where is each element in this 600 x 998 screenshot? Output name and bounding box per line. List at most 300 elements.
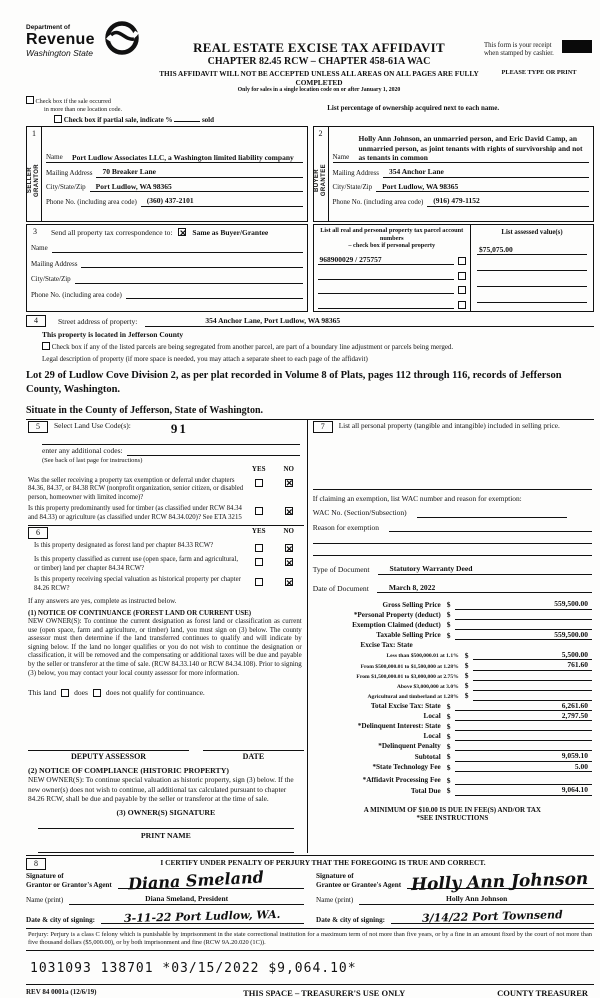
minimum-note [313,806,592,824]
section7-number: 7 [313,421,333,433]
date-of-document-label: Date of Document [312,583,369,593]
grantee-sig-label-1: Signature of [316,871,354,880]
reason-label: Reason for exemption [312,522,379,532]
please-type-or-print: PLEASE TYPE OR PRINT [501,68,577,76]
minimum-line-1: A MINIMUM OF $10.00 IS DUE IN FEE(S) AND/OR TAX [363,805,541,814]
qualify-does-not: does not qualify for continuance. [105,688,205,698]
notice2-body: NEW OWNER(S): To continue special valuation as historic property, sign (3) below. If the new owner(s) does not wish to continue, all additional tax calculated pursuant to chapter 84.26 RCW, shall be due and payable by the seller or transferor at the time of sale. [28,775,294,803]
buyer-box [313,126,595,222]
additional-codes-label: enter any additional codes: [42,446,123,456]
parcel-header [318,227,467,249]
money-row-personal [313,610,592,620]
parcels-box [313,224,595,311]
money-value[interactable] [473,682,592,691]
buyer-phone-row [333,196,590,206]
money-value[interactable]: 559,500.00 [455,599,592,609]
if-yes-note: If any answers are yes, complete as instructed below. [28,597,177,606]
header-right [484,24,594,94]
money-value[interactable] [455,621,592,630]
reason-row [313,523,592,532]
buyer-name-row [333,129,590,163]
grantor-signature: Diana Smeland [127,867,264,894]
mid-columns [26,419,594,853]
type-of-document-value[interactable]: Statutory Warranty Deed [378,564,592,574]
same-as-buyer-checkbox[interactable] [178,228,186,236]
footer [26,984,594,998]
partial-sale-label: Check box if partial sale, indicate % [63,115,173,124]
dollar-sign: $ [446,600,451,610]
reason-field-line-3[interactable] [313,546,592,556]
logo-revenue-text: Revenue [26,31,95,49]
parcel-value-3[interactable] [318,285,455,294]
seller-csz-value[interactable]: Port Ludlow, WA 98365 [90,182,303,192]
buyer-name-label: Name [332,152,350,161]
parcel-checkbox-1[interactable] [458,257,466,265]
yes-no-header-5 [28,465,304,474]
money-label: Excise Tax: State [360,640,413,649]
section5-header [28,421,304,437]
seller-side [27,127,42,221]
dollar-sign: $ [446,762,451,772]
cashier-stamp-box [562,40,592,53]
money-label: Less than $500,000.01 at 1.1% [386,653,459,660]
reason-field-line-2[interactable] [313,534,592,544]
sec5-q1-text: Was the seller receiving a property tax exemption or deferral under chapters 84.36, 84.37, or 84.38 RCW (nonprofit organization, senior citizen, or disabled person, homeowner with limited income)? [28,476,244,501]
yes-header: YES [251,464,266,473]
buyer-number: 2 [318,129,323,139]
question-row [28,542,304,553]
money-value[interactable] [473,692,592,701]
grantee-signature: Holly Ann Johnson [410,868,589,896]
corr-csz-label: City/State/Zip [31,275,71,284]
partial-sale-checkbox[interactable] [54,115,62,123]
money-row-subtotal [313,751,592,761]
top-checkboxes [26,96,594,124]
sec5-q1-boxes [244,477,304,502]
sec6-q2-text: Is this property classified as current use (open space, farm and agricultural, or timber) land per chapter 84.34 RCW? [34,556,239,572]
buyer-mailing-value[interactable]: 354 Anchor Lane [383,167,589,177]
same-as-buyer-label: Same as Buyer/Grantee [192,227,269,237]
legal-description-label: Legal description of property (if more space is needed, you may attach a separate sheet to each page of the affidavit) [42,354,368,363]
additional-codes-field[interactable] [127,455,300,456]
deputy-assessor-line[interactable]: DEPUTY ASSESSOR [28,750,189,762]
section6-header [28,525,304,539]
money-row-total-state [313,701,592,711]
name-print-label: Name (print) [316,895,354,904]
money-row-excise-header [313,640,592,650]
sec6-q2-yes-checkbox[interactable] [255,558,263,566]
land-use-label: Select Land Use Code(s): [54,421,131,431]
money-label: *Delinquent Penalty [378,742,441,751]
grantee-sig-label [316,872,401,889]
money-row-taxable [313,630,592,640]
dor-logo [26,24,154,94]
assessed-value-2[interactable] [477,262,587,271]
multi-location-label-1: Check box if the sale occurred [35,98,111,106]
does-not-checkbox[interactable] [93,689,101,697]
perjury-notice: Perjury: Perjury is a class C felony which is punishable by imprisonment in the state correctional institution for a maximum term of not more than five years, or by a fine in an amount fixed by the court of not more than five thousand dollars ($5,000.00), or by both imprisonment and fine (RCW 9A.20.020 (1C)). [26,928,594,951]
corr-phone-row [31,290,303,299]
parcel-row [318,255,467,265]
dollar-sign: $ [464,650,469,660]
money-row-total-due [313,785,592,795]
grantor-date-city-row [26,907,304,925]
header [26,24,594,94]
reason-field[interactable] [389,531,592,532]
qualify-pre: This land [28,688,57,698]
type-of-document-label: Type of Document [312,565,370,575]
excise-tax-table [313,599,592,795]
seller-csz-row [46,182,303,192]
money-label: Total Excise Tax: State [370,702,441,711]
qualify-row [28,688,304,697]
form-revision: REV 84 0001a (12/6/19) [26,987,97,996]
seller-mailing-row [46,167,303,177]
sec6-q3-boxes [244,576,304,593]
sec6-q3-text: Is this property receiving special valuation as historical property per chapter 84.26 RCW? [34,576,241,592]
buyer-label-1: BUYER [313,168,320,192]
money-row-local [313,711,592,721]
money-label: Exemption Claimed (deduct) [352,620,441,629]
dollar-sign: $ [464,691,469,701]
seller-column [26,126,308,311]
dollar-sign: $ [464,661,469,671]
left-column [26,420,308,853]
money-label: Subtotal [414,752,441,761]
buyer-mailing-label: Mailing Address [332,169,379,178]
section3-header [31,227,303,237]
money-row-delinq-penalty [313,741,592,751]
dollar-sign: $ [446,752,451,762]
parcel-checkbox-4[interactable] [458,301,466,309]
form-only-note: Only for sales in a single location code on or after January 1, 2020 [237,86,401,93]
seller-phone-row [46,196,303,206]
logo-dept-text: Department of [26,24,71,31]
grantor-signature-row [26,867,304,894]
sec6-q2-boxes [244,556,304,573]
money-row-delinq-local [313,731,592,741]
money-label: Total Due [410,786,441,795]
dollar-sign: $ [446,742,451,752]
certify-row [26,858,594,870]
money-label: Gross Selling Price [382,600,441,609]
segregated-label: Check box if any of the listed parcels are being segregated from another parcel, are part of a boundary line adjustment or parcels being merged. [51,342,454,351]
corr-mailing-row [31,259,303,268]
seller-name-row [46,129,303,163]
money-value[interactable] [455,742,592,751]
seller-phone-label: Phone No. (including area code) [46,197,137,206]
money-label: Agricultural and timberland at 1.28% [367,693,459,700]
money-value[interactable]: 6,261.60 [455,701,592,711]
question-row [28,576,304,593]
notice2-title: (2) NOTICE OF COMPLIANCE (HISTORIC PROPERTY) [28,765,229,775]
land-use-underline [42,437,300,445]
section8-number: 8 [26,858,46,870]
money-value[interactable] [455,732,592,741]
date-of-document-row [313,583,592,593]
grantor-signature-col [26,867,304,925]
sec5-q2-text: Is this property predominantly used for timber (as classified under RCW 84.34 and 84.33) or agriculture (as classified under RCW 84.34.020)? See ETA 3215 [28,505,242,521]
money-value[interactable] [473,672,592,681]
type-of-document-row [313,564,592,574]
parcel-row [318,285,467,294]
assessed-value-1[interactable]: $75,075.00 [477,245,587,255]
multi-location-label-2: in more than one location code. [44,105,123,113]
buyer-name-value[interactable]: Holly Ann Johnson, an unmarried person, and Eric David Camp, an unmarried person, as joint tenants with rights of survivorship and not as tenants in common [359,134,590,163]
buyer-csz-label: City/State/Zip [332,183,373,192]
print-name-label: PRINT NAME [140,831,191,841]
form-warning: THIS AFFIDAVIT WILL NOT BE ACCEPTED UNLESS ALL AREAS ON ALL PAGES ARE FULLY COMPLETED [159,68,479,87]
grantor-signature-line[interactable] [118,867,304,894]
sec6-q1-text: Is this property designated as forest land per chapter 84.33 RCW? [34,542,214,550]
grantor-date-city: 3-11-22 Port Ludlow, WA. [124,907,281,925]
name-print-label: Name (print) [26,895,64,904]
seller-name-label: Name [46,152,63,161]
sec5-q1-no-checkbox[interactable] [285,479,293,487]
corr-mailing-label: Mailing Address [31,259,78,268]
corr-name-value[interactable] [52,244,303,253]
parcel-value-2[interactable] [318,271,455,280]
buyer-fields [329,127,594,221]
wac-row [313,508,592,517]
seller-vertical-label [27,139,40,221]
corr-phone-value[interactable] [126,290,303,299]
grantee-date-city-row [316,907,594,925]
question-row [28,556,304,573]
dollar-sign: $ [446,722,451,732]
grantee-signature-line[interactable] [407,868,594,896]
section8 [26,855,594,924]
money-row-agricultural [313,691,592,701]
exemption-heading: If claiming an exemption, list WAC number and reason for exemption: [313,489,592,503]
dollar-sign: $ [446,712,451,722]
partial-sold-label: sold [201,115,215,124]
certify-text: I CERTIFY UNDER PENALTY OF PERJURY THAT THE FOREGOING IS TRUE AND CORRECT. [160,858,486,868]
money-row-delinq-interest [313,721,592,731]
section6-number: 6 [28,527,48,539]
money-label: From $1,500,000.01 to $3,000,000 at 2.75% [356,673,459,680]
owners-signature-label: (3) OWNER(S) SIGNATURE [116,807,216,817]
sec6-q3-yes-checkbox[interactable] [255,578,263,586]
buyer-csz-value[interactable]: Port Ludlow, WA 98365 [376,182,589,192]
signature-columns [26,867,594,925]
parcel-value-1[interactable]: 968900029 / 275757 [318,255,455,265]
notice1-body: NEW OWNER(S): To continue the current designation as forest land or classification as current use (open space, farm and agriculture, or timber) land, you must sign on (3) below. The county assessor must then determine if the land transferred continues to qualify and will indicate by signing below. If the land no longer qualifies or you do not wish to continue the designation or classification, it will be removed and the compensating or additional taxes will be due and payable by the seller or transferor at the time of sale. (RCW 84.33.140 or RCW 84.34.108). Prior to signing (3) below, you may contact your local county assessor for more information. [28,617,302,677]
grantor-sig-label-1: Signature of [26,871,64,880]
grantee-sig-label-2: Grantee or Grantee's Agent [316,880,402,889]
buyer-vertical-label [314,139,327,221]
dollar-sign: $ [446,732,451,742]
money-value[interactable]: 5.00 [455,762,592,772]
grantor-sig-label [26,872,112,889]
sec5-q2-boxes [244,505,304,522]
money-label: *Affidavit Processing Fee [362,776,441,785]
section4-row [26,315,594,327]
seller-fields [42,127,307,221]
ownership-note: List percentage of ownership acquired next to each name. [327,104,500,113]
buyer-phone-value[interactable]: (916) 479-1152 [427,196,589,206]
parcel-row [318,271,467,280]
no-header: NO [283,527,294,536]
parcel-checkbox-2[interactable] [458,272,466,280]
buyer-label-2: GRANTEE [320,164,327,197]
corr-name-label: Name [31,244,48,253]
land-use-code-value[interactable]: 91 [170,421,188,437]
assessed-value-3[interactable] [477,278,587,287]
question-row [28,477,304,502]
parties [26,126,594,311]
seller-mailing-value[interactable]: 70 Breaker Lane [96,167,302,177]
buyer-side [314,127,329,221]
money-value[interactable]: 559,500.00 [455,630,592,640]
section7-header [313,421,592,433]
money-value[interactable] [455,722,592,731]
multi-location-check [26,96,287,124]
section3-number: 3 [33,227,37,237]
treasurer-receipt-stamp: 1031093 138701 *03/15/2022 $9,064.10* [30,961,357,977]
partial-sale-check [54,115,287,125]
parcel-value-4[interactable] [318,300,455,309]
sec6-q1-boxes [244,542,304,553]
money-value[interactable]: 9,059.10 [455,751,592,761]
grantee-name-print-row [316,894,594,904]
grantor-sig-label-2: Grantor or Grantor's Agent [26,880,112,889]
grantee-signature-col [316,868,594,925]
receipt-note: This form is your receipt when stamped by cashier. [484,42,554,58]
money-label: Above $3,000,000 at 3.0% [396,683,459,690]
seller-label-2: GRANTOR [34,163,40,197]
parcel-checkbox-3[interactable] [458,286,466,294]
situate-text: Situate in the County of Jefferson, State of Washington. [26,404,264,416]
assessed-value-4[interactable] [477,294,587,303]
grantee-date-city-line[interactable] [391,907,594,925]
yes-header: YES [251,527,266,536]
seller-number: 1 [32,129,36,139]
multi-location-checkbox[interactable] [26,96,34,104]
corr-phone-label: Phone No. (including area code) [31,290,122,299]
no-header: NO [283,464,294,473]
dollar-sign: $ [446,786,451,796]
money-label: *State Technology Fee [372,763,441,772]
sec6-q3-no-checkbox[interactable] [285,578,293,586]
sec5-q1-yes-checkbox[interactable] [255,479,263,487]
question-row [28,505,304,522]
right-column [308,420,594,853]
assessor-date-line[interactable]: DATE [203,750,304,762]
does-checkbox[interactable] [61,689,69,697]
parcel-row [318,300,467,309]
money-row-tech-fee [313,762,592,772]
grantor-name-print-row [26,894,304,904]
seller-label-1: SELLER [27,167,34,194]
seller-mailing-label: Mailing Address [46,169,93,178]
seller-name-value[interactable]: Port Ludlow Associates LLC, a Washington limited liability company [72,153,303,163]
street-address-label: Street address of property: [58,317,138,327]
parcel-numbers [314,225,471,310]
money-value[interactable]: 2,797.50 [455,711,592,721]
money-row-affidavit-fee [313,775,592,785]
dollar-sign: $ [446,775,451,785]
sec5-q2-no-checkbox[interactable] [285,507,293,515]
money-value[interactable]: 5,500.00 [473,650,592,660]
treasurer-space-label: THIS SPACE – TREASURER'S USE ONLY [243,987,406,998]
assessed-values [470,225,593,310]
form-chapter: CHAPTER 82.45 RCW – CHAPTER 458-61A WAC [207,56,431,68]
buyer-mailing-row [333,167,590,177]
corr-mailing-value[interactable] [81,259,302,268]
date-city-label: Date & city of signing: [26,915,96,924]
seller-phone-value[interactable]: (360) 437-2101 [141,196,303,206]
money-value[interactable] [455,611,592,620]
corr-name-row [31,244,303,253]
sec5-q2-yes-checkbox[interactable] [255,507,263,515]
dollar-sign: $ [446,630,451,640]
grantor-date-city-line[interactable] [101,907,304,925]
qualify-does: does [74,688,88,698]
see-back-note: (See back of last page for instructions) [42,456,143,464]
owners-signature-line[interactable] [38,817,294,829]
see-instructions: *SEE INSTRUCTIONS [416,814,489,823]
money-label: Taxable Selling Price [376,630,441,639]
form-title: REAL ESTATE EXCISE TAX AFFIDAVIT [193,40,445,55]
logo-state-text: Washington State [26,48,93,59]
grantee-signature-row [316,868,594,896]
segregated-check-row [42,342,594,352]
money-row-gross [313,599,592,609]
date-of-document-value[interactable]: March 8, 2022 [377,583,592,593]
grantee-date-city: 3/14/22 Port Townsend [422,907,564,925]
date-city-label: Date & city of signing: [316,915,386,924]
section3-box [26,224,308,311]
sec6-q2-no-checkbox[interactable] [285,558,293,566]
money-label: From $500,000.01 to $1,500,000 at 1.28% [360,663,459,670]
wac-field[interactable] [417,517,567,518]
money-row-bracket-1 [313,650,592,660]
grantee-name-print[interactable]: Holly Ann Johnson [359,894,594,904]
print-name-line[interactable] [38,841,294,853]
buyer-phone-label: Phone No. (including area code) [332,197,424,206]
money-label: *Personal Property (deduct) [353,610,441,619]
dollar-sign: $ [446,610,451,620]
money-label: Local [423,712,441,721]
money-label: *Delinquent Interest: State [357,722,441,731]
corr-csz-row [31,275,303,284]
legal-description-value: Lot 29 of Ludlow Cove Division 2, as per plat recorded in Volume 8 of Plats, pages 112 through 116, records of Jefferson County, Washington. [26,370,562,396]
revenue-swirl-icon [104,20,140,56]
assessed-header: List assessed value(s) [501,229,563,237]
section3-text: Send all property tax correspondence to: [51,227,173,237]
corr-csz-value[interactable] [75,275,303,284]
money-row-bracket-4 [313,681,592,691]
section5-number: 5 [28,421,48,433]
money-value[interactable] [455,776,592,785]
grantor-name-print[interactable]: Diana Smeland, President [69,894,304,904]
buyer-csz-row [333,182,590,192]
money-value[interactable]: 761.60 [473,660,592,670]
buyer-column [313,126,595,311]
dollar-sign: $ [446,701,451,711]
dollar-sign: $ [464,671,469,681]
partial-percent-field[interactable] [174,121,200,122]
money-row-bracket-2 [313,660,592,670]
sec6-q1-yes-checkbox[interactable] [255,544,263,552]
assessor-signature-row [28,750,304,762]
sec6-q1-no-checkbox[interactable] [285,544,293,552]
additional-codes-row [42,446,304,455]
money-value[interactable]: 9,064.10 [455,785,592,795]
street-address-value[interactable]: 354 Anchor Lane, Port Ludlow, WA 98365 [145,316,594,326]
segregated-checkbox[interactable] [42,342,50,350]
